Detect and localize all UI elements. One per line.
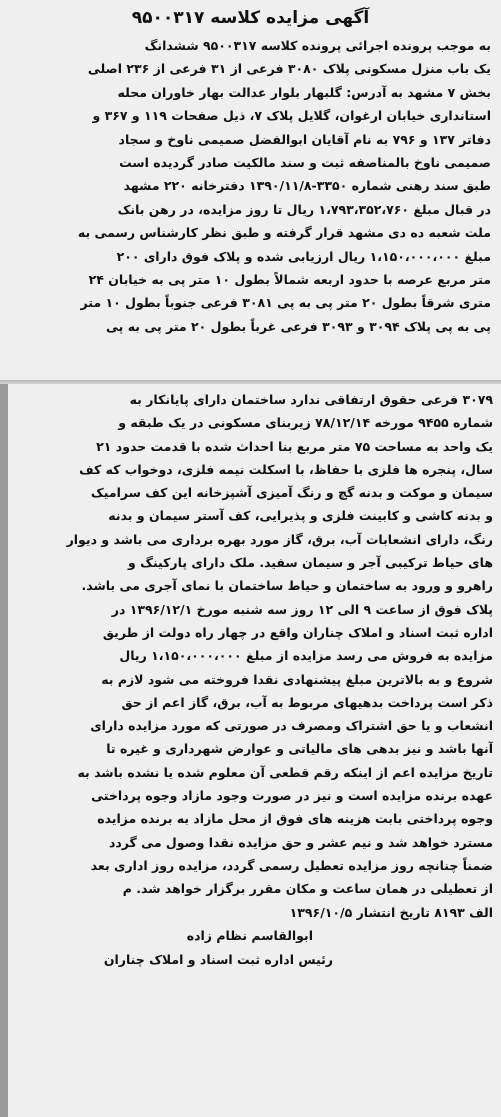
notice-upper-section [0, 0, 501, 382]
notice-text-line: شروع و به بالاترین مبلغ پیشنهادی نقدا فروخته می شود لازم به [101, 671, 493, 687]
notice-text-line: وجوه پرداختی بابت هزینه های فوق از محل مازاد به برنده مزایده [97, 811, 493, 827]
notice-text-line: مبلغ ۱،۱۵۰،۰۰۰،۰۰۰ ریال ارزیابی شده و پلاک فوق دارای ۲۰۰ [116, 248, 491, 264]
notice-upper-body [10, 34, 491, 338]
notice-text-line: دفاتر ۱۳۷ و ۷۹۶ به نام آقایان ابوالفضل صمیمی ناوخ و سجاد [118, 131, 491, 147]
notice-text-line: ضمناً چنانچه روز مزایده تعطیل رسمی گردد، مزایده روز اداری بعد [90, 857, 493, 873]
notice-text-line: پلاک فوق از ساعت ۹ الی ۱۲ روز سه شنبه مورخ ۱۳۹۶/۱۲/۱ در [111, 601, 493, 617]
signatory-role: رئیس اداره ثبت اسناد و املاک چناران [103, 951, 333, 967]
signatory-name: ابوالقاسم نظام زاده [186, 927, 313, 943]
notice-text-line: متری شرقاً بطول ۲۰ متر پی به پی ۳۰۸۱ فرعی جنوباً بطول ۱۰ متر [80, 295, 491, 311]
notice-text-line: مسترد خواهد شد و نیم عشر و حق مزایده نقدا وصول می گردد [108, 834, 493, 850]
notice-text-line: بخش ۷ مشهد به آدرس: گلبهار بلوار عدالت بهار خاوران محله [117, 84, 491, 100]
notice-text-line: سال، پنجره ها فلزی با حفاظ، با اسکلت نیمه فلزی، دوخواب که کف [79, 461, 493, 477]
notice-text-line: پی به پی پلاک ۳۰۹۴ و ۳۰۹۳ فرعی غرباً بطول ۲۰ متر پی به پی [106, 318, 491, 334]
notice-text-line: و بدنه کاشی و کابینت فلزی و پذیرایی، کف آستر سیمان و بدنه [108, 508, 493, 524]
notice-text-line: از تعطیلی در همان ساعت و مکان مقرر برگزار خواهد شد. م [122, 881, 493, 897]
notice-text-line: متر مربع عرصه با حدود اربعه شمالاً بطول ۱۰ متر پی به خیابان ۲۴ [88, 272, 491, 288]
notice-text-line: عهده برنده مزایده است و نیز در صورت وجود مازاد وجوه پرداختی [91, 788, 493, 804]
notice-text-line: شماره ۹۴۵۵ مورخه ۷۸/۱۲/۱۴ زیربنای مسکونی در یک طبقه و [118, 415, 493, 431]
notice-lower-section [0, 384, 501, 1117]
notice-text-line: یک واحد به مساحت ۷۵ متر مربع بنا احداث شده با قدمت حدود ۲۱ [96, 438, 493, 454]
notice-text-line: به موجب پرونده اجرائی پرونده کلاسه ۹۵۰۰۳۱۷ ششدانگ [144, 38, 491, 53]
notice-text-line: طبق سند رهنی شماره ۳۳۵۰-۱۳۹۰/۱۱/۸ دفترخانه ۲۲۰ مشهد [123, 178, 491, 194]
notice-text-line: استانداری خیابان ارغوان، گلایل پلاک ۷، ذیل صفحات ۱۱۹ و ۳۶۷ و [92, 108, 491, 124]
notice-text-line: رنگ، دارای انشعابات آب، برق، گاز مورد بهره برداری می باشد و دیوار [66, 531, 493, 547]
notice-text-line: تاریخ مزایده اعم از اینکه رقم قطعی آن معلوم شده یا نشده باشد به [77, 764, 493, 780]
notice-text-line: ملت شعبه ده دی مشهد قرار گرفته و طبق نظر کارشناس رسمی به [77, 225, 491, 241]
notice-text-line: های حیاط ترکیبی آجر و سیمان سفید. ملک دارای پارکینگ و [128, 555, 493, 571]
notice-text-line: انشعاب و یا حق اشتراک ومصرف در صورتی که مورد مزایده دارای [90, 718, 493, 734]
notice-text-line: الف ۸۱۹۳ تاریخ انتشار ۱۳۹۶/۱۰/۵ [289, 904, 493, 920]
notice-text-line: راهرو و ورود به ساختمان و حیاط ساختمان با نمای آجری می باشد. [81, 578, 493, 594]
notice-text-line: اداره ثبت اسناد و املاک چناران واقع در چهار راه دولت از طریق [102, 624, 493, 640]
notice-text-line: آنها باشد و نیز بدهی های مالیاتی و عوارض شهرداری و غیره تا [106, 741, 493, 757]
notice-text-line: در قبال مبلغ ۱،۷۹۳،۳۵۲،۷۶۰ ریال تا روز مزایده، در رهن بانک [117, 201, 491, 217]
notice-title: آگهی مزایده کلاسه ۹۵۰۰۳۱۷ [131, 8, 370, 28]
notice-lower-body [20, 388, 493, 924]
notice-text-line: صمیمی ناوخ بالمناصفه ثبت و سند مالکیت صادر گردیده است [119, 155, 491, 171]
notice-text-line: یک باب منزل مسکونی پلاک ۳۰۸۰ فرعی از ۳۱ فرعی از ۲۳۶ اصلی [87, 61, 491, 77]
notice-text-line: ۳۰۷۹ فرعی حقوق ارتفاقی ندارد ساختمان دارای پایانکار به [129, 392, 493, 407]
notice-text-line: ذکر است پرداخت بدهیهای مربوط به آب، برق، گاز اعم از حق [121, 694, 493, 710]
notice-text-line: سیمان و موکت و بدنه گچ و رنگ آمیزی آشپزخانه این کف سرامیک [90, 485, 493, 501]
notice-text-line: مزایده به فروش می رسد مزایده از مبلغ ۱،۱۵۰،۰۰۰،۰۰۰ ریال [119, 648, 493, 664]
